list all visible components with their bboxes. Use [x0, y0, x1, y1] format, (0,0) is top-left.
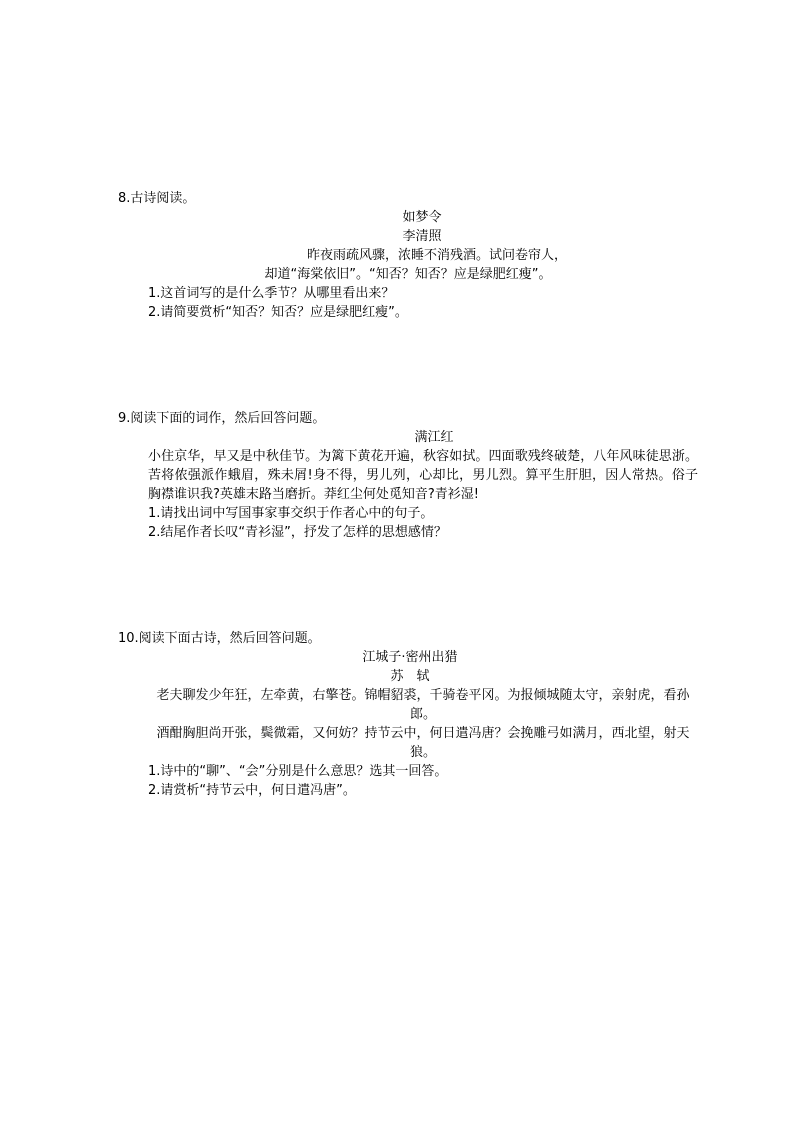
question-9-heading: 9.阅读下面的词作，然后回答问题。	[118, 411, 326, 426]
sub-question: 1.这首词写的是什么季节？从哪里看出来？	[148, 286, 395, 301]
sub-question: 2.结尾作者长叹“青衫湿”，抒发了怎样的思想感情？	[148, 525, 447, 540]
poem-stanza: 老夫聊发少年狂，左牵黄，右擎苍。锦帽貂裘，千骑卷平冈。为报倾城随太守，亲射虎，看孙郎。	[156, 688, 690, 722]
sub-question: 2.请赏析“持节云中，何日遣冯唐”。	[148, 783, 356, 798]
poem-title: 如梦令	[402, 210, 442, 225]
poem-author: 苏 轼	[390, 669, 430, 684]
poem-title: 满江红	[414, 430, 454, 445]
poem-title: 江城子·密州出猎	[362, 650, 458, 665]
question-8	[118, 189, 698, 322]
question-9	[118, 409, 698, 542]
poem-line: 昨夜雨疏风骤，浓睡不消残酒。试问卷帘人，	[306, 248, 567, 263]
poem-body: 小住京华，早又是中秋佳节。为篱下黄花开遍，秋容如拭。四面歌残终破楚，八年风味徒思浙。苦将侬强派作蛾眉，殊未屑!身不得，男儿列，心却比，男儿烈。算平生肝胆，因人常热。俗子胸襟谁识我?英雄末路当磨折。莽红尘何处觅知音?青衫湿!	[148, 449, 698, 502]
sub-question: 1.诗中的“聊”、“会”分别是什么意思？选其一回答。	[148, 764, 448, 779]
sub-question: 1.请找出词中写国事家事交织于作者心中的句子。	[148, 506, 434, 521]
question-10	[118, 629, 698, 800]
sub-question: 2.请简要赏析“知否？知否？应是绿肥红瘦”。	[148, 305, 408, 320]
poem-stanza: 酒酣胸胆尚开张，鬓微霜，又何妨？持节云中，何日遣冯唐？会挽雕弓如满月，西北望，射天狼。	[156, 726, 690, 760]
question-8-heading: 8.古诗阅读。	[118, 191, 196, 206]
poem-line: 却道“海棠依旧”。“知否？知否？应是绿肥红瘦”。	[264, 267, 552, 282]
question-10-heading: 10.阅读下面古诗，然后回答问题。	[118, 631, 321, 646]
poem-author: 李清照	[402, 229, 442, 244]
